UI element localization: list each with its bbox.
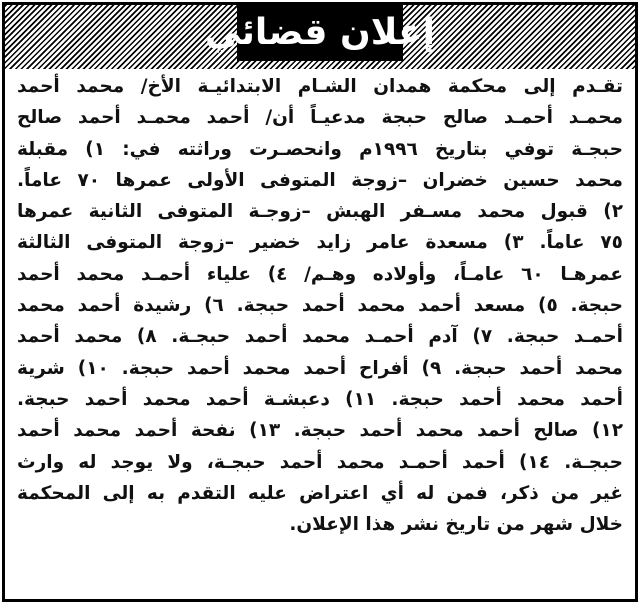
notice-body bbox=[5, 71, 635, 540]
notice-line-2: محمـد أحمـد صالح حبجة مدعيـاً أن/ أحمد محمـد أحمد صالح bbox=[17, 107, 623, 129]
title-box bbox=[204, 5, 436, 61]
notice-line-3: حبجـة توفي بتاريخ ١٩٩٦م وانحصـرت وراثته في: ١) مقبلة bbox=[17, 138, 623, 160]
notice-line-9: أحمـد حبجة. ٧) آدم أحمـد محمد أحمد حبجـة. ٨) محمد أحمد bbox=[17, 326, 623, 348]
notice-line-1: تقـدم إلى محكمة همدان الشـام الابتدائيـة الأخ/ محمد أحمد bbox=[17, 76, 623, 97]
notice-line-7: عمرهـا ٦٠ عامـاً، وأولاده وهـم/ ٤) علياء أحمـد محمد أحمد bbox=[17, 263, 623, 285]
notice-line-8: حبجة. ٥) مسعد أحمد محمد أحمد حبجة. ٦) رشيدة أحمد محمد bbox=[17, 295, 623, 317]
judicial-notice-frame bbox=[2, 2, 638, 602]
notice-line-14: غير من ذكر، فمن له أي اعتراض عليه التقدم به إلى المحكمة bbox=[17, 482, 623, 504]
notice-line-5: ٢) قبول محمد مسـفر الهبش –زوجـة المتوفى الثانية عمرها bbox=[17, 201, 623, 223]
notice-line-12: ١٢) صالح أحمد محمد أحمد حبجة. ١٣) نفحة أحمد محمد أحمد bbox=[17, 420, 623, 442]
notice-line-13: حبجـة. ١٤) أحمد أحمـد محمد أحمد حبجـة، ولا يوجد له وارث bbox=[17, 451, 623, 473]
notice-line-11: أحمد محمد أحمد حبجة. ١١) دعبشـة أحمد محمد أحمد حبجة. bbox=[17, 388, 623, 410]
notice-line-15: خلال شهر من تاريخ نشر هذا الإعلان. bbox=[289, 514, 623, 536]
notice-line-4: محمد حسين خضران –زوجة المتوفى الأولى عمرها ٧٠ عاماً. bbox=[17, 169, 623, 191]
notice-line-10: محمد أحمد حبجة. ٩) أفراح أحمد محمد أحمد حبجة. ١٠) شرية bbox=[17, 357, 623, 379]
notice-title: إعلان قضائي bbox=[204, 12, 436, 53]
notice-line-6: ٧٥ عاماً. ٣) مسعدة عامر زايد خضير –زوجة المتوفى الثالثة bbox=[17, 232, 623, 254]
